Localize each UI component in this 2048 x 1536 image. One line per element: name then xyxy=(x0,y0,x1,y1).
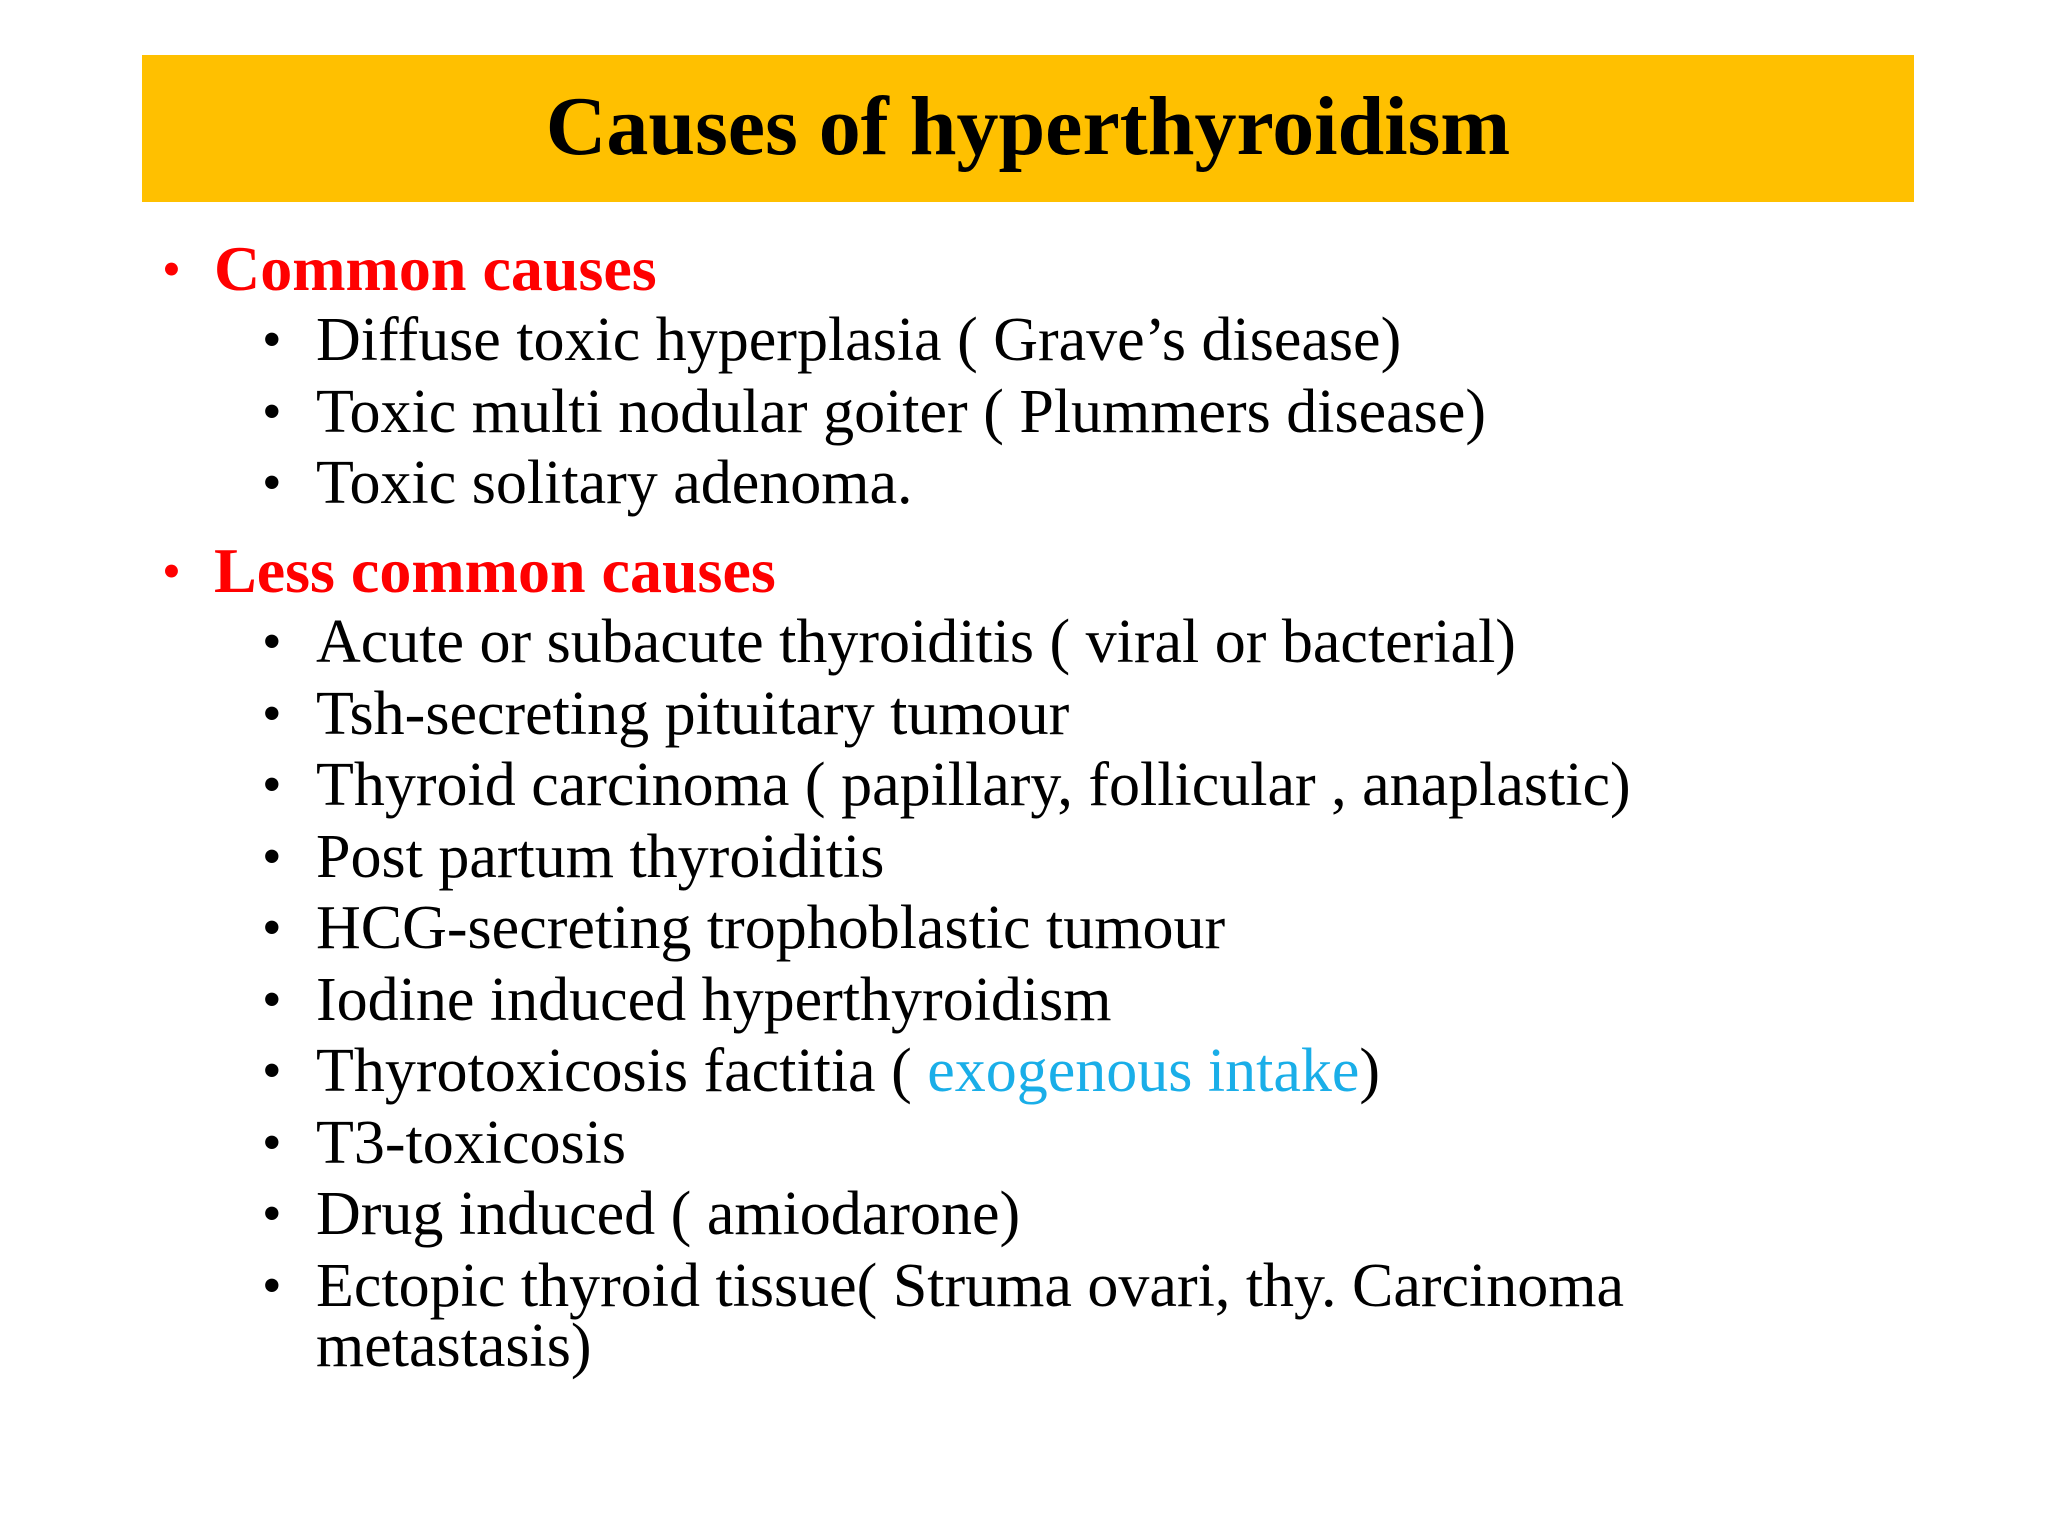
list-item-text: HCG-secreting trophoblastic tumour xyxy=(316,894,1226,962)
list-item xyxy=(0,607,2048,679)
bullet-icon: • xyxy=(262,968,282,1031)
section-heading: Common causes xyxy=(214,233,657,304)
list-item xyxy=(0,377,2048,449)
bullet-icon: • xyxy=(262,1040,282,1102)
bullet-icon: • xyxy=(262,1111,282,1174)
list-item xyxy=(0,305,2048,377)
list-item-text: Post partum thyroiditis xyxy=(316,822,885,891)
bullet-icon: • xyxy=(262,825,282,888)
list-item xyxy=(0,750,2048,822)
section-heading: Less common causes xyxy=(214,535,776,606)
bullet-icon: • xyxy=(262,1183,282,1245)
bullet-icon: • xyxy=(262,380,282,443)
list-item-text: Ectopic thyroid tissue( Struma ovari, thy. Carcinoma metastasis) xyxy=(316,1251,1625,1380)
list-item xyxy=(0,965,2048,1037)
list-item-text-prefix: Thyrotoxicosis factitia ( xyxy=(316,1037,928,1105)
list-item-text: Iodine induced hyperthyroidism xyxy=(316,965,1112,1034)
list-item xyxy=(0,1251,2048,1380)
list-item-text: Drug induced ( amiodarone) xyxy=(316,1180,1021,1248)
list-item xyxy=(0,1036,2048,1108)
list-item-text: Toxic multi nodular goiter ( Plummers disease) xyxy=(316,377,1486,446)
highlighted-text: exogenous intake xyxy=(927,1037,1360,1105)
list-item xyxy=(0,893,2048,965)
list-item-text: Acute or subacute thyroiditis ( viral or bacterial) xyxy=(316,608,1516,676)
list-item xyxy=(0,679,2048,751)
list-item-text: Thyroid carcinoma ( papillary, follicular , anaplastic) xyxy=(316,751,1631,819)
section-heading-row xyxy=(0,535,2048,607)
bullet-icon: • xyxy=(262,452,282,514)
bullet-icon: • xyxy=(262,754,282,816)
bullet-icon: • xyxy=(162,239,181,299)
list-item-text: T3-toxicosis xyxy=(316,1108,626,1177)
list-item-text: Toxic solitary adenoma. xyxy=(316,449,913,517)
list-item xyxy=(0,1108,2048,1180)
list-item xyxy=(0,448,2048,520)
bullet-icon: • xyxy=(262,1254,282,1317)
bullet-icon: • xyxy=(162,541,181,601)
list-item-text-suffix: ) xyxy=(1359,1037,1381,1105)
slide-title: Causes of hyperthyroidism xyxy=(545,79,1511,173)
section-heading-row xyxy=(0,233,2048,305)
bullet-icon: • xyxy=(262,897,282,959)
list-item xyxy=(0,822,2048,894)
list-item-text xyxy=(316,1036,1380,1108)
cause-list xyxy=(0,305,2048,520)
section-common-causes xyxy=(0,233,2048,520)
list-item-text: Tsh-secreting pituitary tumour xyxy=(316,679,1070,748)
bullet-icon: • xyxy=(262,611,282,673)
list-item-text: Diffuse toxic hyperplasia ( Grave’s disease) xyxy=(316,306,1402,374)
list-item xyxy=(0,1179,2048,1251)
bullet-icon: • xyxy=(262,682,282,745)
section-less-common-causes xyxy=(0,535,2048,1380)
bullet-icon: • xyxy=(262,309,282,371)
cause-list xyxy=(0,607,2048,1380)
